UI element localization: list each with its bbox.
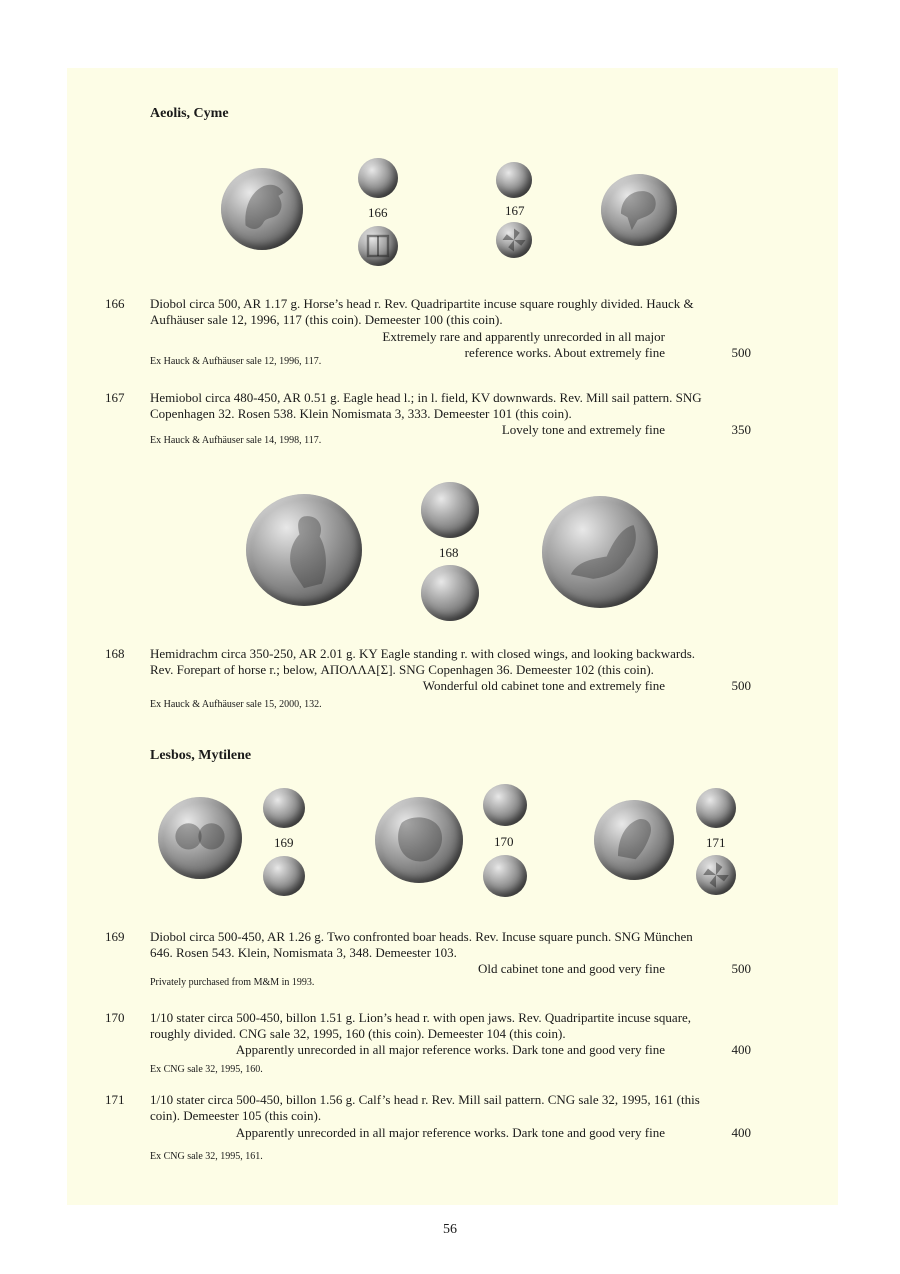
lot-168-line-1: Hemidrachm circa 350-250, AR 2.01 g. KY Eagle standing r. with closed wings, and looking backwards. bbox=[150, 646, 696, 661]
lot-168-condition-line-1: Wonderful old cabinet tone and extremely fine bbox=[422, 678, 665, 693]
lot-number-167: 167 bbox=[105, 390, 125, 405]
lot-166-provenance: Ex Hauck & Aufhäuser sale 12, 1996, 117. bbox=[150, 356, 322, 367]
lot-166-condition-line-1: Extremely rare and apparently unrecorded in all major bbox=[382, 329, 665, 344]
lot-171-line-1: 1/10 stater circa 500-450, billon 1.56 g. Calf’s head r. Rev. Mill sail pattern. CNG sale 32, 1995, 161 (this bbox=[150, 1092, 700, 1107]
lot-167-line-1: Hemiobol circa 480-450, AR 0.51 g. Eagle head l.; in l. field, KV downwards. Rev. Mill sail pattern. SNG bbox=[150, 390, 702, 405]
coin-image-168-enlarged-obverse bbox=[246, 494, 362, 606]
coin-image-171-enlarged-obverse bbox=[594, 800, 674, 880]
lot-171-provenance: Ex CNG sale 32, 1995, 161. bbox=[150, 1151, 263, 1162]
lot-168-price: 500 bbox=[731, 678, 751, 693]
section-title-lesbos-mytilene: Lesbos, Mytilene bbox=[150, 748, 252, 763]
lot-171-condition-line-1: Apparently unrecorded in all major reference works. Dark tone and good very fine bbox=[235, 1125, 665, 1140]
lot-description-167 bbox=[150, 390, 751, 422]
lot-description-170 bbox=[150, 1010, 751, 1042]
lot-171-price: 400 bbox=[731, 1125, 751, 1140]
coin-image-166-reverse bbox=[358, 226, 398, 266]
coin-label-170: 170 bbox=[494, 834, 514, 849]
lot-number-168: 168 bbox=[105, 646, 125, 661]
lot-167-condition-line-1: Lovely tone and extremely fine bbox=[501, 422, 665, 437]
coin-image-166-obverse bbox=[358, 158, 398, 198]
page-number: 56 bbox=[443, 1222, 457, 1237]
lot-description-169 bbox=[150, 929, 751, 961]
lot-171-line-2: coin). Demeester 105 (this coin). bbox=[150, 1108, 322, 1123]
coin-image-171-reverse bbox=[696, 855, 736, 895]
section-title-aeolis-cyme: Aeolis, Cyme bbox=[150, 106, 229, 121]
lot-166-line-2: Aufhäuser sale 12, 1996, 117 (this coin). Demeester 100 (this coin). bbox=[150, 312, 503, 327]
coin-image-170-enlarged-obverse bbox=[375, 797, 463, 883]
lot-description-168 bbox=[150, 646, 751, 678]
coin-image-169-enlarged-obverse bbox=[158, 797, 242, 879]
lot-169-condition-line-1: Old cabinet tone and good very fine bbox=[478, 961, 665, 976]
lot-166-condition-line-2: reference works. About extremely fine bbox=[464, 345, 665, 360]
coin-image-168-reverse bbox=[421, 565, 479, 621]
lot-170-condition-line-1: Apparently unrecorded in all major reference works. Dark tone and good very fine bbox=[235, 1042, 665, 1057]
lot-number-171: 171 bbox=[105, 1092, 125, 1107]
lot-168-provenance: Ex Hauck & Aufhäuser sale 15, 2000, 132. bbox=[150, 699, 322, 710]
lot-number-166: 166 bbox=[105, 296, 125, 311]
coin-image-171-obverse bbox=[696, 788, 736, 828]
coin-image-167-reverse bbox=[496, 222, 532, 258]
coin-label-169: 169 bbox=[274, 835, 294, 850]
lot-description-171 bbox=[150, 1092, 751, 1124]
coin-image-166-enlarged-obverse bbox=[221, 168, 303, 250]
lot-description-166 bbox=[150, 296, 751, 328]
lot-170-line-1: 1/10 stater circa 500-450, billon 1.51 g. Lion’s head r. with open jaws. Rev. Quadripartite incuse square, bbox=[150, 1010, 692, 1025]
lot-167-price: 350 bbox=[731, 422, 751, 437]
coin-image-169-obverse bbox=[263, 788, 305, 828]
coin-image-169-reverse bbox=[263, 856, 305, 896]
lot-166-price: 500 bbox=[731, 345, 751, 360]
lot-169-line-1: Diobol circa 500-450, AR 1.26 g. Two confronted boar heads. Rev. Incuse square punch. SNG München bbox=[150, 929, 693, 944]
lot-170-line-2: roughly divided. CNG sale 32, 1995, 160 (this coin). Demeester 104 (this coin). bbox=[150, 1026, 566, 1041]
lot-168-line-2: Rev. Forepart of horse r.; below, ΑΠΟΛΛΑ[Σ]. SNG Copenhagen 36. Demeester 102 (this coin). bbox=[150, 662, 654, 677]
lot-170-price: 400 bbox=[731, 1042, 751, 1057]
lot-169-provenance: Privately purchased from M&M in 1993. bbox=[150, 977, 315, 988]
coin-image-170-reverse bbox=[483, 855, 527, 897]
lot-169-price: 500 bbox=[731, 961, 751, 976]
lot-166-line-1: Diobol circa 500, AR 1.17 g. Horse’s head r. Rev. Quadripartite incuse square roughly divided. Hauck & bbox=[150, 296, 694, 311]
lot-169-line-2: 646. Rosen 543. Klein, Nomismata 3, 348. Demeester 103. bbox=[150, 945, 457, 960]
coin-label-167: 167 bbox=[505, 203, 525, 218]
coin-image-168-obverse bbox=[421, 482, 479, 538]
coin-image-170-obverse bbox=[483, 784, 527, 826]
lot-167-line-2: Copenhagen 32. Rosen 538. Klein Nomismata 3, 333. Demeester 101 (this coin). bbox=[150, 406, 572, 421]
lot-number-169: 169 bbox=[105, 929, 125, 944]
coin-image-167-enlarged-obverse bbox=[601, 174, 677, 246]
coin-image-168-enlarged-reverse bbox=[542, 496, 658, 608]
lot-170-provenance: Ex CNG sale 32, 1995, 160. bbox=[150, 1064, 263, 1075]
lot-167-provenance: Ex Hauck & Aufhäuser sale 14, 1998, 117. bbox=[150, 435, 322, 446]
coin-image-167-obverse bbox=[496, 162, 532, 198]
coin-label-171: 171 bbox=[706, 835, 726, 850]
coin-label-166: 166 bbox=[368, 205, 388, 220]
coin-label-168: 168 bbox=[439, 545, 459, 560]
lot-number-170: 170 bbox=[105, 1010, 125, 1025]
